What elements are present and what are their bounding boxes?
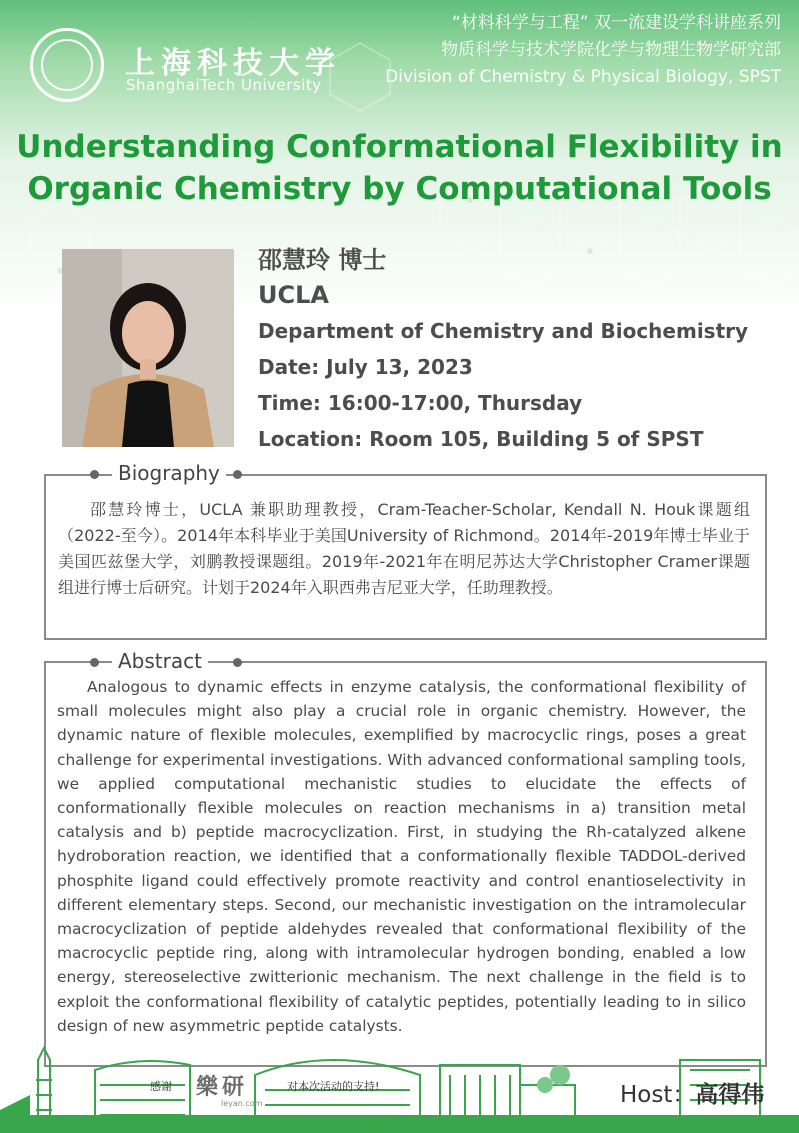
sponsor-logo: 樂研	[196, 1075, 249, 1100]
abstract-heading: Abstract	[112, 649, 208, 673]
sponsor-thanks-prefix: 感谢	[150, 1080, 172, 1093]
talk-title-line-2: Organic Chemistry by Computational Tools	[27, 171, 772, 207]
speaker-portrait	[62, 249, 234, 447]
abstract-dot-left	[90, 658, 99, 667]
sponsor-site: leyan.com	[221, 1099, 263, 1108]
host-line	[620, 1076, 764, 1109]
speaker-name: 邵慧玲 博士	[258, 246, 387, 274]
speaker-affiliation: UCLA	[258, 281, 329, 309]
host-label: Host：	[620, 1082, 696, 1108]
university-seal	[41, 39, 93, 91]
series-line-1: “材料科学与工程” 双一流建设学科讲座系列	[451, 13, 781, 33]
biography-text: 邵慧玲博士，UCLA 兼职助理教授，Cram-Teacher-Scholar, Kendall N. Houk课题组（2022-至今）。2014年本科毕业于美国University of Richmond。2014年-2019年博士毕业于美国匹兹堡大学，刘鹏教授课题组。2019年-2021年在明尼苏达大学Christopher Cramer课题组进行博士后研究。计划于2024年入职西弗吉尼亚大学，任助理教授。	[58, 500, 750, 597]
green-ground-strip	[0, 1115, 799, 1133]
abstract-text: Analogous to dynamic effects in enzyme catalysis, the conformational flexibility of small molecules might also play a crucial role in organic chemistry. However, the dynamic nature of flexible molecules, exemplified by macrocyclic rings, poses a great challenge for experimental investigations. With advanced conformational sampling tools, we applied computational mechanistic studies to elucidate the effects of conformationally flexible molecules on reaction mechanisms in a) transition metal catalysis and b) peptide macrocyclization. First, in studying the Rh-catalyzed alkene hydroboration reaction, we identified that a conformationally flexible TADDOL-derived phosphite ligand could effectively promote reactivity and control enantioselectivity in different elementary steps. Second, our mechanistic investigation on the intramolecular macrocyclization of peptide aldehydes revealed that conformational flexibility of the macrocyclic peptide ring, along with intramolecular hydrogen bonding, enabled a low energy, stereoselective zwitterionic mechanism. The next challenge in the field is to exploit the conformational flexibility of catalytic peptides, potentially leading to in silico design of new asymmetric peptide catalysts.	[57, 678, 746, 1035]
speaker-department: Department of Chemistry and Biochemistry	[258, 319, 749, 343]
university-name-en: ShanghaiTech University	[126, 76, 322, 94]
abstract-dot-right	[233, 658, 242, 667]
biography-heading: Biography	[112, 461, 226, 485]
series-line-2: 物质科学与技术学院化学与物理生物学研究部	[441, 40, 781, 60]
speaker-photo	[62, 249, 234, 447]
biography-dot-left	[90, 470, 99, 479]
talk-time: Time: 16:00-17:00, Thursday	[258, 391, 583, 415]
sponsor-thanks-suffix: 对本次活动的支持!	[287, 1080, 380, 1093]
university-name-cn: 上海科技大学	[125, 46, 341, 81]
talk-date: Date: July 13, 2023	[258, 355, 473, 379]
university-logo	[30, 28, 104, 102]
lecture-series	[385, 10, 781, 91]
talk-title	[0, 126, 799, 210]
biography-dot-right	[233, 470, 242, 479]
speaker-info	[258, 240, 748, 463]
talk-location: Location: Room 105, Building 5 of SPST	[258, 427, 704, 451]
series-line-3: Division of Chemistry & Physical Biology, SPST	[385, 67, 781, 87]
talk-title-line-1: Understanding Conformational Flexibility in	[16, 129, 783, 165]
host-name: 高得伟	[695, 1082, 765, 1108]
